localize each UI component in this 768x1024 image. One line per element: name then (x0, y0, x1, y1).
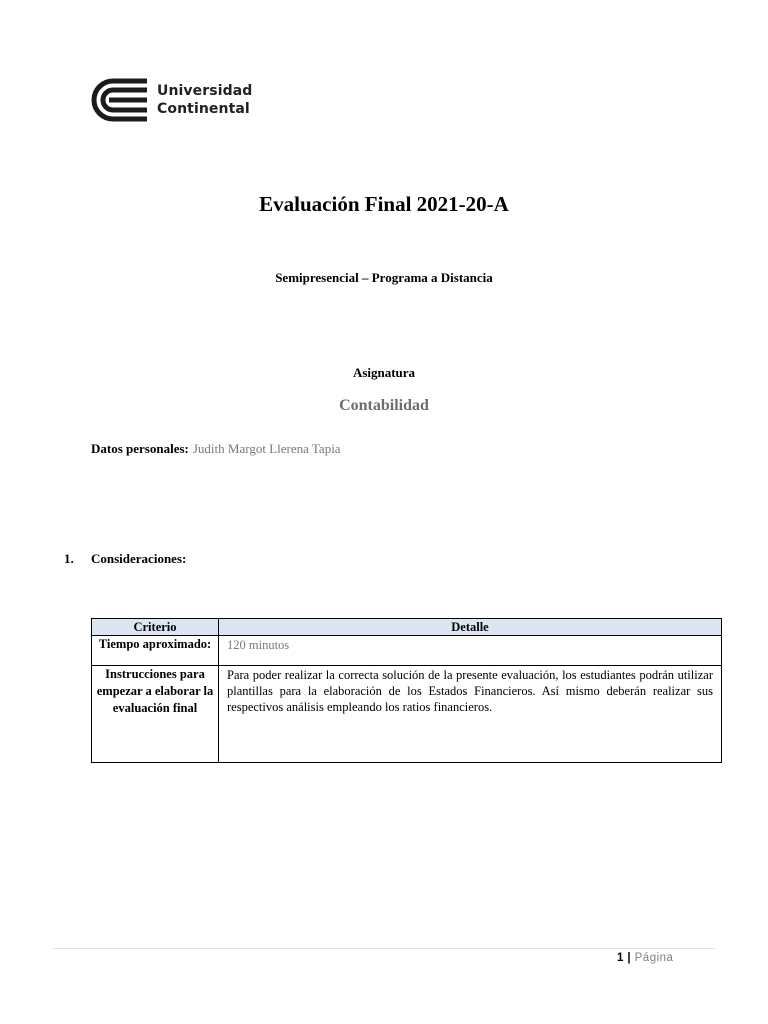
page-label: Página (634, 952, 674, 964)
footer-divider (52, 948, 716, 949)
personal-data-label: Datos personales: (91, 441, 189, 456)
table-cell-detalle: Para poder realizar la correcta solución de la presente evaluación, los estudiantes podrán utilizar plantillas para la elaboración de los Estados Financieros. Así mismo deberán realizar sus respectivos análisis empleando los ratios financieros. (219, 666, 722, 763)
footer-separator: | (627, 952, 631, 964)
section-title: Consideraciones: (91, 551, 187, 566)
table-cell-criterio: Instrucciones para empezar a elaborar la evaluación final (92, 666, 219, 763)
table-cell-criterio: Tiempo aproximado: (92, 636, 219, 666)
page-number: 1 (617, 952, 624, 964)
logo-line-2: Continental (157, 101, 250, 117)
document-title: Evaluación Final 2021-20-A (259, 192, 509, 216)
section-number: 1. (64, 551, 74, 566)
subject-label: Asignatura (352, 365, 416, 380)
criteria-table (91, 618, 722, 763)
university-logo (91, 78, 252, 122)
table-row (92, 666, 722, 763)
header-criterio: Criterio (92, 619, 219, 636)
personal-data-value: Judith Margot Llerena Tapia (192, 441, 341, 456)
header-detalle: Detalle (219, 619, 722, 636)
section-heading (64, 550, 186, 568)
personal-data (91, 440, 341, 458)
subject-value: Contabilidad (339, 397, 429, 414)
table-row (92, 636, 722, 666)
table-cell-detalle: 120 minutos (219, 636, 722, 666)
logo-line-1: Universidad (157, 83, 253, 99)
logo-wordmark (157, 82, 252, 118)
document-subtitle: Semipresencial – Programa a Distancia (275, 270, 493, 285)
table-header-row (92, 619, 722, 636)
page-footer (617, 950, 673, 966)
continental-logo-icon (91, 78, 149, 122)
